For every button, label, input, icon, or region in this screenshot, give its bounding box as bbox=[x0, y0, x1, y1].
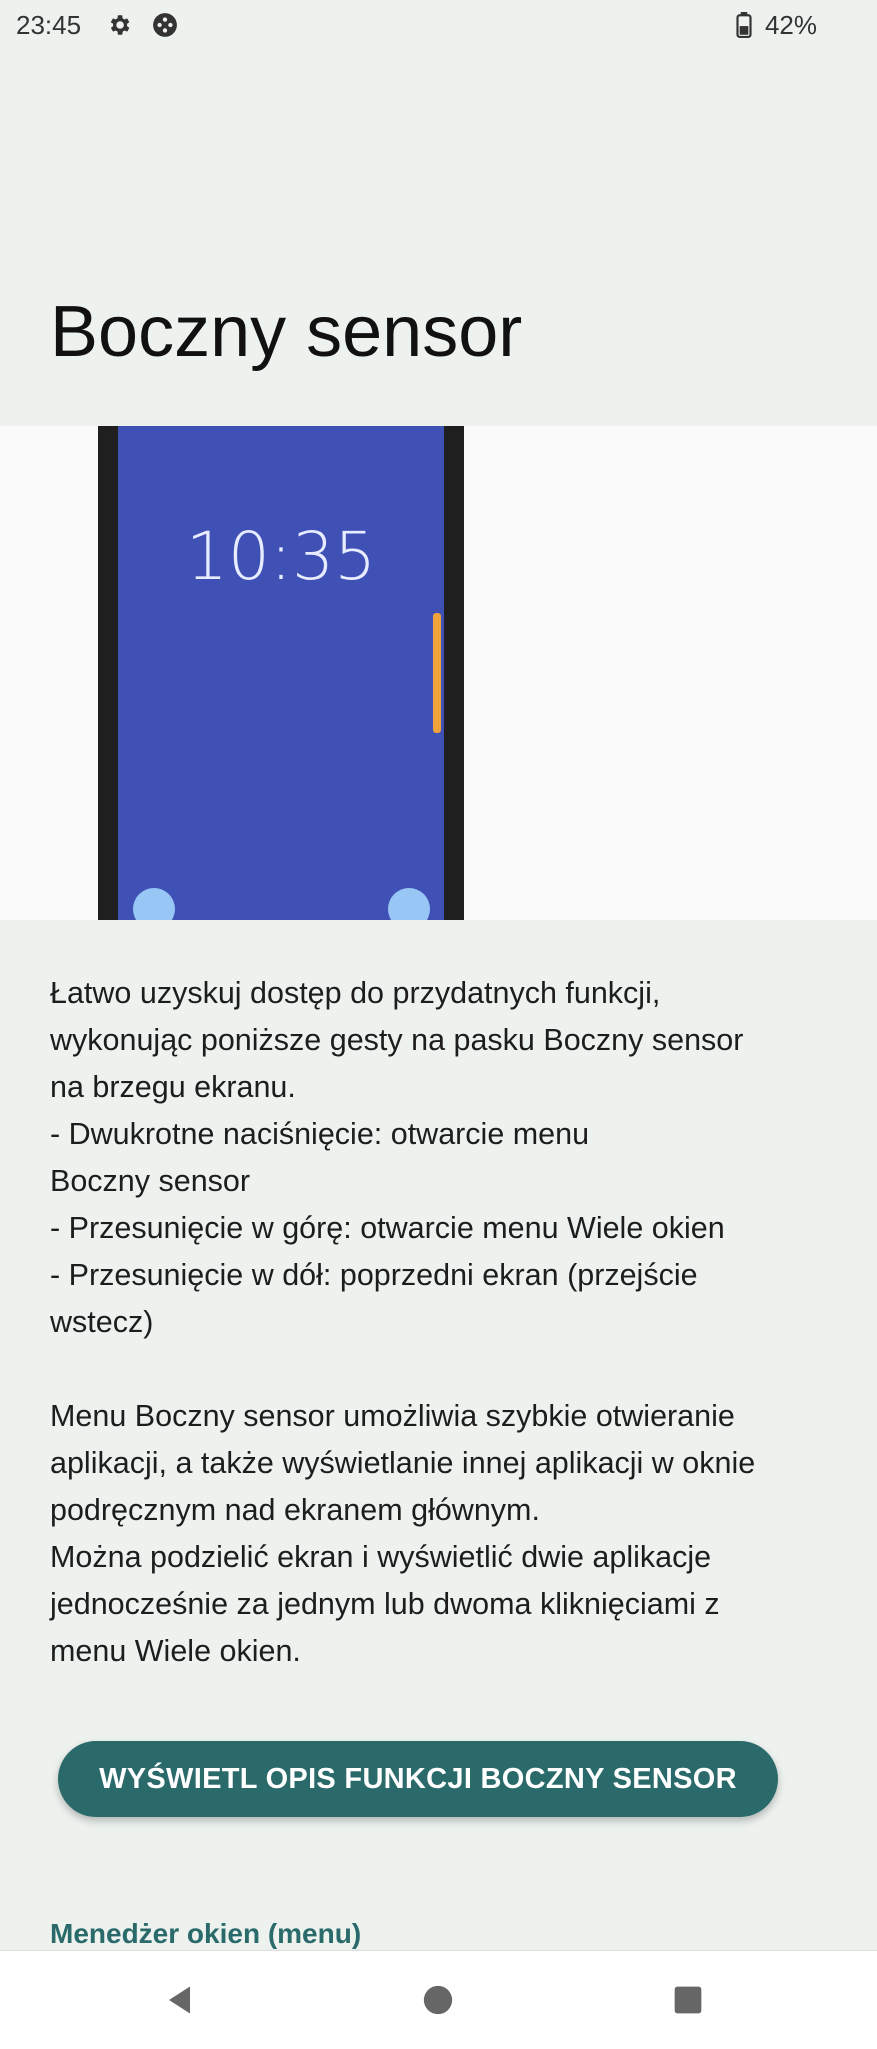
illustration bbox=[0, 426, 877, 920]
description-paragraph-1: Łatwo uzyskuj dostęp do przydatnych funkcji, wykonując poniższe gesty na pasku Boczny sensor na brzegu ekranu. - Dwukrotne naciśnięcie: otwarcie menu Boczny sensor - Przesunięcie w górę: otwarcie menu Wiele okien - Przesunięcie w dół: poprzedni ekran (przejście wstecz) bbox=[50, 976, 744, 1339]
side-sense-bar bbox=[433, 613, 441, 733]
phone-screen bbox=[118, 426, 444, 920]
gear-icon bbox=[106, 12, 132, 38]
phone-illustration bbox=[98, 426, 464, 920]
touch-dot-right bbox=[388, 888, 430, 920]
navigation-bar bbox=[0, 1950, 877, 2049]
touch-dot-left bbox=[133, 888, 175, 920]
back-button[interactable] bbox=[131, 1951, 231, 2049]
description bbox=[50, 970, 840, 1675]
status-time: 23:45 bbox=[16, 10, 82, 40]
home-icon bbox=[421, 1983, 455, 2017]
status-bar bbox=[0, 0, 877, 52]
phone-clock: 10:35 bbox=[185, 518, 377, 595]
window-manager-link[interactable]: Menedżer okien (menu) bbox=[50, 1918, 362, 1949]
recents-icon bbox=[672, 1984, 704, 2016]
game-controller-icon bbox=[152, 12, 178, 38]
battery-icon bbox=[734, 12, 754, 38]
page-title: Boczny sensor bbox=[50, 292, 523, 372]
show-feature-description-button[interactable]: WYŚWIETL OPIS FUNKCJI BOCZNY SENSOR bbox=[58, 1741, 778, 1817]
description-paragraph-2: Menu Boczny sensor umożliwia szybkie otwieranie aplikacji, a także wyświetlanie innej aplikacji w oknie podręcznym nad ekranem głównym. Można podzielić ekran i wyświetlić dwie aplikacje jednocześnie za jednym lub dwoma kliknięciami z menu Wiele okien. bbox=[50, 1399, 756, 1668]
battery-percentage: 42% bbox=[764, 10, 817, 40]
home-button[interactable] bbox=[388, 1951, 488, 2049]
recents-button[interactable] bbox=[638, 1951, 738, 2049]
back-icon bbox=[163, 1982, 199, 2018]
